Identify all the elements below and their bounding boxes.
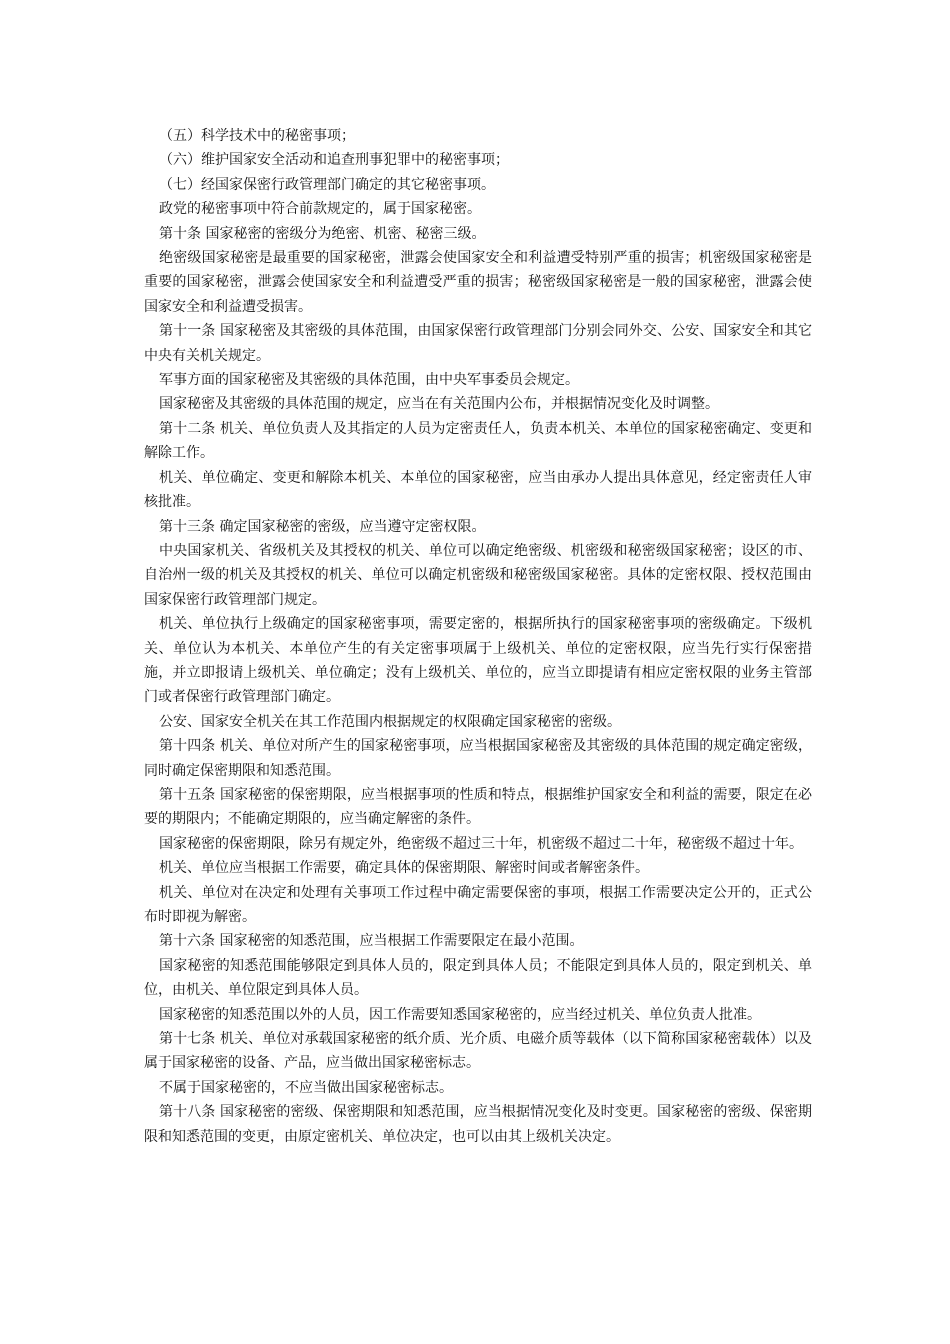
- article-16: 第十六条 国家秘密的知悉范围，应当根据工作需要限定在最小范围。: [159, 933, 584, 950]
- article-15: 第十五条 国家秘密的保密期限，应当根据事项的性质和特点，根据维护国家安全和利益的需要，限定在必要的期限内；不能确定期限的，应当确定解密的条件。: [144, 786, 812, 828]
- article-17: 第十七条 机关、单位对承载国家秘密的纸介质、光介质、电磁介质等载体（以下简称国家秘密载体）以及属于国家秘密的设备、产品，应当做出国家秘密标志。: [144, 1031, 812, 1072]
- paragraph: 机关、单位对在决定和处理有关事项工作过程中确定需要保密的事项，根据工作需要决定公开的，正式公布时即视为解密。: [144, 884, 812, 925]
- article-10: 第十条 国家秘密的密级分为绝密、机密、秘密三级。: [159, 225, 486, 242]
- paragraph: 国家秘密的知悉范围能够限定到具体人员的，限定到具体人员；不能限定到具体人员的，限定到机关、单位，由机关、单位限定到具体人员。: [144, 957, 812, 999]
- paragraph: 绝密级国家秘密是最重要的国家秘密，泄露会使国家安全和利益遭受特别严重的损害；机密级国家秘密是重要的国家秘密，泄露会使国家安全和利益遭受严重的损害；秘密级国家秘密是一般的国家秘密，泄露会使国家安全和利益遭受损害。: [144, 250, 812, 315]
- list-item-5: （五）科学技术中的秘密事项；: [159, 128, 355, 144]
- article-14: 第十四条 机关、单位对所产生的国家秘密事项，应当根据国家秘密及其密级的具体范围的规定确定密级，同时确定保密期限和知悉范围。: [144, 738, 812, 779]
- paragraph: 军事方面的国家秘密及其密级的具体范围，由中央军事委员会规定。: [159, 372, 579, 389]
- article-13: 第十三条 确定国家秘密的密级，应当遵守定密权限。: [159, 518, 486, 535]
- paragraph: 中央国家机关、省级机关及其授权的机关、单位可以确定绝密级、机密级和秘密级国家秘密；设区的市、自治州一级的机关及其授权的机关、单位可以确定机密级和秘密级国家秘密。具体的定密权限、授权范围由国家保密行政管理部门规定。: [144, 542, 812, 608]
- paragraph: 国家秘密的知悉范围以外的人员，因工作需要知悉国家秘密的，应当经过机关、单位负责人批准。: [159, 1006, 761, 1023]
- paragraph: 机关、单位执行上级确定的国家秘密事项，需要定密的，根据所执行的国家秘密事项的密级确定。下级机关、单位认为本机关、本单位产生的有关定密事项属于上级机关、单位的定密权限，应当先行实行保密措施，并立即报请上级机关、单位确定；没有上级机关、单位的，应当立即提请有相应定密权限的业务主管部门或者保密行政管理部门确定。: [144, 616, 812, 706]
- list-item-6: （六）维护国家安全活动和追查刑事犯罪中的秘密事项；: [159, 152, 509, 169]
- article-12: 第十二条 机关、单位负责人及其指定的人员为定密责任人，负责本机关、本单位的国家秘密确定、变更和解除工作。: [144, 420, 812, 462]
- document-body: [144, 124, 812, 1149]
- paragraph: 公安、国家安全机关在其工作范围内根据规定的权限确定国家秘密的密级。: [159, 713, 621, 730]
- paragraph: 政党的秘密事项中符合前款规定的，属于国家秘密。: [159, 201, 481, 218]
- paragraph: 国家秘密的保密期限，除另有规定外，绝密级不超过三十年，机密级不超过二十年，秘密级不超过十年。: [159, 835, 803, 852]
- article-11: 第十一条 国家秘密及其密级的具体范围，由国家保密行政管理部门分别会同外交、公安、国家安全和其它中央有关机关规定。: [144, 323, 812, 364]
- paragraph: 机关、单位应当根据工作需要，确定具体的保密期限、解密时间或者解密条件。: [159, 860, 649, 877]
- paragraph: 不属于国家秘密的，不应当做出国家秘密标志。: [159, 1079, 453, 1096]
- article-18: 第十八条 国家秘密的密级、保密期限和知悉范围，应当根据情况变化及时变更。国家秘密的密级、保密期限和知悉范围的变更，由原定密机关、单位决定，也可以由其上级机关决定。: [144, 1104, 812, 1145]
- paragraph: 机关、单位确定、变更和解除本机关、本单位的国家秘密，应当由承办人提出具体意见，经定密责任人审核批准。: [144, 469, 812, 511]
- list-item-7: （七）经国家保密行政管理部门确定的其它秘密事项。: [159, 176, 495, 193]
- paragraph: 国家秘密及其密级的具体范围的规定，应当在有关范围内公布，并根据情况变化及时调整。: [159, 396, 719, 413]
